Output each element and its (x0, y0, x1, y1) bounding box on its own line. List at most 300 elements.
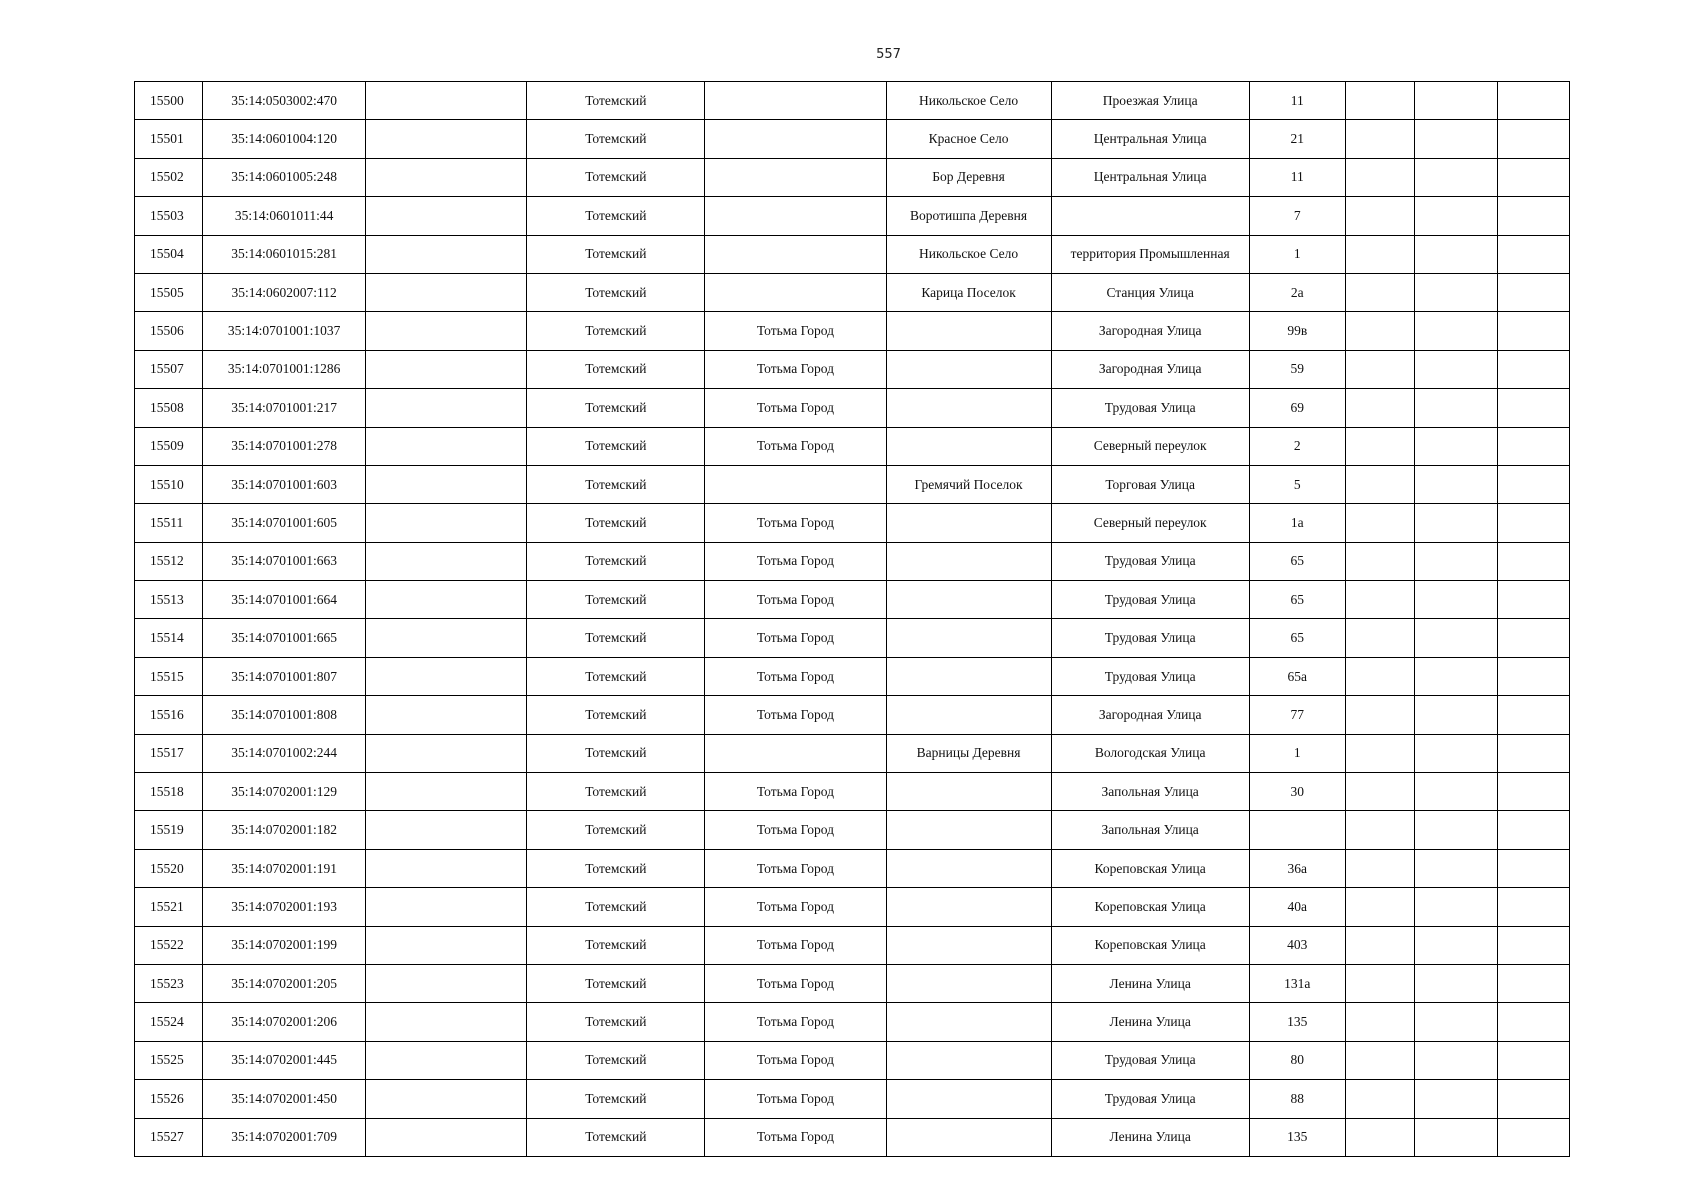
empty-cell (366, 888, 527, 926)
settlement-cell (886, 1080, 1051, 1118)
city-cell: Тотьма Город (705, 389, 886, 427)
empty-cell (366, 1118, 527, 1156)
table-row (135, 312, 1570, 350)
cadastral-number-cell: 35:14:0701001:605 (203, 504, 366, 542)
empty-cell (1414, 696, 1497, 734)
table-row (135, 465, 1570, 503)
house-number-cell: 2 (1249, 427, 1345, 465)
empty-cell (1345, 849, 1414, 887)
street-cell: Ленина Улица (1051, 1118, 1249, 1156)
street-cell: территория Промышленная (1051, 235, 1249, 273)
empty-cell (1414, 504, 1497, 542)
row-number-cell: 15500 (135, 82, 203, 120)
empty-cell (1414, 581, 1497, 619)
settlement-cell (886, 1118, 1051, 1156)
table-row (135, 811, 1570, 849)
house-number-cell: 1 (1249, 235, 1345, 273)
empty-cell (366, 427, 527, 465)
street-cell: Загородная Улица (1051, 696, 1249, 734)
empty-cell (1497, 82, 1569, 120)
settlement-cell: Варницы Деревня (886, 734, 1051, 772)
settlement-cell (886, 619, 1051, 657)
empty-cell (1414, 849, 1497, 887)
empty-cell (1497, 734, 1569, 772)
city-cell: Тотьма Город (705, 1080, 886, 1118)
empty-cell (1414, 1118, 1497, 1156)
cadastral-number-cell: 35:14:0701001:664 (203, 581, 366, 619)
table-row (135, 964, 1570, 1002)
cadastral-number-cell: 35:14:0702001:206 (203, 1003, 366, 1041)
house-number-cell: 1 (1249, 734, 1345, 772)
settlement-cell (886, 926, 1051, 964)
settlement-cell (886, 964, 1051, 1002)
empty-cell (1497, 273, 1569, 311)
table-row (135, 120, 1570, 158)
district-cell: Тотемский (527, 158, 705, 196)
row-number-cell: 15519 (135, 811, 203, 849)
house-number-cell: 135 (1249, 1003, 1345, 1041)
empty-cell (1345, 888, 1414, 926)
empty-cell (1345, 581, 1414, 619)
empty-cell (1497, 312, 1569, 350)
row-number-cell: 15521 (135, 888, 203, 926)
cadastral-number-cell: 35:14:0702001:450 (203, 1080, 366, 1118)
street-cell: Кореповская Улица (1051, 849, 1249, 887)
empty-cell (366, 504, 527, 542)
cadastral-number-cell: 35:14:0601015:281 (203, 235, 366, 273)
table-row (135, 504, 1570, 542)
district-cell: Тотемский (527, 1080, 705, 1118)
empty-cell (1414, 926, 1497, 964)
empty-cell (1414, 964, 1497, 1002)
cadastral-number-cell: 35:14:0702001:191 (203, 849, 366, 887)
street-cell: Ленина Улица (1051, 964, 1249, 1002)
row-number-cell: 15515 (135, 657, 203, 695)
settlement-cell (886, 581, 1051, 619)
district-cell: Тотемский (527, 542, 705, 580)
row-number-cell: 15503 (135, 197, 203, 235)
table-row (135, 158, 1570, 196)
register-body (135, 82, 1570, 1157)
row-number-cell: 15512 (135, 542, 203, 580)
district-cell: Тотемский (527, 120, 705, 158)
cadastral-number-cell: 35:14:0701001:663 (203, 542, 366, 580)
table-row (135, 389, 1570, 427)
settlement-cell: Никольское Село (886, 82, 1051, 120)
empty-cell (1345, 235, 1414, 273)
city-cell (705, 235, 886, 273)
district-cell: Тотемский (527, 849, 705, 887)
house-number-cell: 65 (1249, 619, 1345, 657)
empty-cell (1414, 120, 1497, 158)
city-cell: Тотьма Город (705, 427, 886, 465)
row-number-cell: 15510 (135, 465, 203, 503)
empty-cell (366, 811, 527, 849)
table-row (135, 734, 1570, 772)
table-row (135, 619, 1570, 657)
street-cell: Кореповская Улица (1051, 888, 1249, 926)
row-number-cell: 15523 (135, 964, 203, 1002)
settlement-cell (886, 504, 1051, 542)
empty-cell (1497, 427, 1569, 465)
street-cell: Центральная Улица (1051, 120, 1249, 158)
district-cell: Тотемский (527, 581, 705, 619)
cadastral-number-cell: 35:14:0701001:1037 (203, 312, 366, 350)
cadastral-number-cell: 35:14:0601011:44 (203, 197, 366, 235)
house-number-cell: 40а (1249, 888, 1345, 926)
empty-cell (1497, 657, 1569, 695)
row-number-cell: 15517 (135, 734, 203, 772)
district-cell: Тотемский (527, 734, 705, 772)
table-row (135, 1080, 1570, 1118)
empty-cell (1497, 1003, 1569, 1041)
city-cell: Тотьма Город (705, 696, 886, 734)
cadastral-number-cell: 35:14:0702001:129 (203, 773, 366, 811)
street-cell: Торговая Улица (1051, 465, 1249, 503)
empty-cell (366, 158, 527, 196)
settlement-cell: Карица Поселок (886, 273, 1051, 311)
district-cell: Тотемский (527, 926, 705, 964)
empty-cell (366, 1080, 527, 1118)
cadastral-number-cell: 35:14:0701001:807 (203, 657, 366, 695)
house-number-cell: 7 (1249, 197, 1345, 235)
row-number-cell: 15507 (135, 350, 203, 388)
empty-cell (366, 312, 527, 350)
settlement-cell: Бор Деревня (886, 158, 1051, 196)
empty-cell (366, 120, 527, 158)
empty-cell (1414, 427, 1497, 465)
empty-cell (1345, 773, 1414, 811)
city-cell: Тотьма Город (705, 542, 886, 580)
empty-cell (366, 82, 527, 120)
settlement-cell (886, 849, 1051, 887)
row-number-cell: 15520 (135, 849, 203, 887)
empty-cell (1497, 197, 1569, 235)
street-cell: Центральная Улица (1051, 158, 1249, 196)
district-cell: Тотемский (527, 619, 705, 657)
settlement-cell (886, 811, 1051, 849)
empty-cell (1414, 273, 1497, 311)
table-row (135, 542, 1570, 580)
empty-cell (1345, 1041, 1414, 1079)
city-cell (705, 197, 886, 235)
cadastral-number-cell: 35:14:0702001:182 (203, 811, 366, 849)
empty-cell (1497, 1041, 1569, 1079)
house-number-cell: 403 (1249, 926, 1345, 964)
empty-cell (1497, 581, 1569, 619)
row-number-cell: 15518 (135, 773, 203, 811)
empty-cell (1414, 197, 1497, 235)
empty-cell (1345, 82, 1414, 120)
empty-cell (1345, 120, 1414, 158)
cadastral-number-cell: 35:14:0503002:470 (203, 82, 366, 120)
house-number-cell: 11 (1249, 158, 1345, 196)
empty-cell (1414, 82, 1497, 120)
table-row (135, 197, 1570, 235)
settlement-cell (886, 696, 1051, 734)
house-number-cell: 2а (1249, 273, 1345, 311)
empty-cell (1345, 158, 1414, 196)
city-cell: Тотьма Город (705, 657, 886, 695)
street-cell: Станция Улица (1051, 273, 1249, 311)
city-cell: Тотьма Город (705, 619, 886, 657)
house-number-cell: 80 (1249, 1041, 1345, 1079)
city-cell: Тотьма Город (705, 1118, 886, 1156)
street-cell: Северный переулок (1051, 504, 1249, 542)
empty-cell (1497, 542, 1569, 580)
street-cell: Ленина Улица (1051, 1003, 1249, 1041)
row-number-cell: 15524 (135, 1003, 203, 1041)
table-row (135, 1041, 1570, 1079)
district-cell: Тотемский (527, 82, 705, 120)
settlement-cell (886, 1003, 1051, 1041)
district-cell: Тотемский (527, 696, 705, 734)
table-row (135, 1118, 1570, 1156)
cadastral-number-cell: 35:14:0602007:112 (203, 273, 366, 311)
city-cell (705, 465, 886, 503)
street-cell: Кореповская Улица (1051, 926, 1249, 964)
house-number-cell: 1а (1249, 504, 1345, 542)
row-number-cell: 15502 (135, 158, 203, 196)
cadastral-number-cell: 35:14:0702001:199 (203, 926, 366, 964)
table-row (135, 427, 1570, 465)
empty-cell (1414, 158, 1497, 196)
district-cell: Тотемский (527, 1003, 705, 1041)
house-number-cell: 5 (1249, 465, 1345, 503)
district-cell: Тотемский (527, 427, 705, 465)
settlement-cell (886, 389, 1051, 427)
empty-cell (1497, 849, 1569, 887)
settlement-cell (886, 657, 1051, 695)
table-row (135, 235, 1570, 273)
empty-cell (366, 734, 527, 772)
district-cell: Тотемский (527, 312, 705, 350)
settlement-cell (886, 312, 1051, 350)
empty-cell (1497, 811, 1569, 849)
table-row (135, 696, 1570, 734)
district-cell: Тотемский (527, 504, 705, 542)
street-cell: Вологодская Улица (1051, 734, 1249, 772)
empty-cell (1497, 389, 1569, 427)
district-cell: Тотемский (527, 197, 705, 235)
empty-cell (1414, 1003, 1497, 1041)
empty-cell (366, 465, 527, 503)
city-cell: Тотьма Город (705, 849, 886, 887)
cadastral-number-cell: 35:14:0701001:1286 (203, 350, 366, 388)
empty-cell (366, 350, 527, 388)
street-cell: Загородная Улица (1051, 312, 1249, 350)
district-cell: Тотемский (527, 465, 705, 503)
row-number-cell: 15522 (135, 926, 203, 964)
street-cell: Загородная Улица (1051, 350, 1249, 388)
house-number-cell: 135 (1249, 1118, 1345, 1156)
empty-cell (1497, 350, 1569, 388)
city-cell (705, 158, 886, 196)
row-number-cell: 15527 (135, 1118, 203, 1156)
empty-cell (366, 235, 527, 273)
empty-cell (1414, 235, 1497, 273)
empty-cell (366, 1041, 527, 1079)
empty-cell (1497, 120, 1569, 158)
city-cell (705, 734, 886, 772)
table-row (135, 350, 1570, 388)
cadastral-number-cell: 35:14:0601005:248 (203, 158, 366, 196)
empty-cell (366, 197, 527, 235)
district-cell: Тотемский (527, 273, 705, 311)
row-number-cell: 15501 (135, 120, 203, 158)
house-number-cell: 65а (1249, 657, 1345, 695)
city-cell: Тотьма Город (705, 1041, 886, 1079)
empty-cell (1414, 1041, 1497, 1079)
street-cell: Проезжая Улица (1051, 82, 1249, 120)
city-cell (705, 273, 886, 311)
district-cell: Тотемский (527, 657, 705, 695)
empty-cell (1345, 312, 1414, 350)
district-cell: Тотемский (527, 1041, 705, 1079)
cadastral-number-cell: 35:14:0702001:709 (203, 1118, 366, 1156)
settlement-cell (886, 350, 1051, 388)
empty-cell (1345, 657, 1414, 695)
district-cell: Тотемский (527, 964, 705, 1002)
empty-cell (1497, 696, 1569, 734)
house-number-cell: 11 (1249, 82, 1345, 120)
city-cell: Тотьма Город (705, 350, 886, 388)
district-cell: Тотемский (527, 1118, 705, 1156)
city-cell: Тотьма Город (705, 888, 886, 926)
city-cell: Тотьма Город (705, 773, 886, 811)
empty-cell (1497, 1080, 1569, 1118)
row-number-cell: 15514 (135, 619, 203, 657)
city-cell: Тотьма Город (705, 964, 886, 1002)
house-number-cell: 131а (1249, 964, 1345, 1002)
table-row (135, 273, 1570, 311)
empty-cell (1345, 734, 1414, 772)
empty-cell (1345, 273, 1414, 311)
cadastral-number-cell: 35:14:0701001:665 (203, 619, 366, 657)
street-cell: Трудовая Улица (1051, 581, 1249, 619)
house-number-cell: 59 (1249, 350, 1345, 388)
empty-cell (1345, 197, 1414, 235)
empty-cell (1414, 811, 1497, 849)
city-cell: Тотьма Город (705, 811, 886, 849)
empty-cell (1497, 926, 1569, 964)
settlement-cell: Гремячий Поселок (886, 465, 1051, 503)
table-row (135, 657, 1570, 695)
district-cell: Тотемский (527, 235, 705, 273)
street-cell: Трудовая Улица (1051, 389, 1249, 427)
row-number-cell: 15513 (135, 581, 203, 619)
empty-cell (366, 964, 527, 1002)
table-row (135, 849, 1570, 887)
empty-cell (366, 926, 527, 964)
empty-cell (366, 696, 527, 734)
street-cell (1051, 197, 1249, 235)
table-row (135, 82, 1570, 120)
street-cell: Трудовая Улица (1051, 657, 1249, 695)
cadastral-number-cell: 35:14:0601004:120 (203, 120, 366, 158)
empty-cell (1414, 350, 1497, 388)
empty-cell (1345, 619, 1414, 657)
house-number-cell: 65 (1249, 581, 1345, 619)
empty-cell (1414, 619, 1497, 657)
empty-cell (366, 1003, 527, 1041)
empty-cell (1497, 964, 1569, 1002)
empty-cell (1345, 964, 1414, 1002)
empty-cell (366, 619, 527, 657)
city-cell: Тотьма Город (705, 312, 886, 350)
cadastral-number-cell: 35:14:0701001:217 (203, 389, 366, 427)
house-number-cell: 99в (1249, 312, 1345, 350)
empty-cell (1414, 389, 1497, 427)
empty-cell (1345, 504, 1414, 542)
empty-cell (1345, 350, 1414, 388)
street-cell: Запольная Улица (1051, 811, 1249, 849)
street-cell: Трудовая Улица (1051, 1080, 1249, 1118)
cadastral-number-cell: 35:14:0702001:205 (203, 964, 366, 1002)
settlement-cell (886, 542, 1051, 580)
district-cell: Тотемский (527, 811, 705, 849)
city-cell: Тотьма Город (705, 1003, 886, 1041)
empty-cell (1414, 734, 1497, 772)
district-cell: Тотемский (527, 773, 705, 811)
empty-cell (1345, 465, 1414, 503)
empty-cell (1345, 811, 1414, 849)
settlement-cell (886, 773, 1051, 811)
house-number-cell: 21 (1249, 120, 1345, 158)
empty-cell (1497, 1118, 1569, 1156)
empty-cell (1345, 1118, 1414, 1156)
row-number-cell: 15508 (135, 389, 203, 427)
row-number-cell: 15516 (135, 696, 203, 734)
register-table (134, 81, 1570, 1157)
empty-cell (1345, 427, 1414, 465)
empty-cell (1414, 1080, 1497, 1118)
empty-cell (366, 389, 527, 427)
empty-cell (1414, 657, 1497, 695)
empty-cell (366, 581, 527, 619)
cadastral-number-cell: 35:14:0702001:193 (203, 888, 366, 926)
empty-cell (1345, 926, 1414, 964)
table-row (135, 581, 1570, 619)
empty-cell (1497, 235, 1569, 273)
empty-cell (1414, 312, 1497, 350)
district-cell: Тотемский (527, 389, 705, 427)
row-number-cell: 15509 (135, 427, 203, 465)
empty-cell (1345, 696, 1414, 734)
settlement-cell (886, 888, 1051, 926)
page-number: 557 (876, 47, 901, 62)
city-cell: Тотьма Город (705, 504, 886, 542)
table-row (135, 926, 1570, 964)
settlement-cell: Никольское Село (886, 235, 1051, 273)
empty-cell (1345, 389, 1414, 427)
empty-cell (366, 773, 527, 811)
house-number-cell: 77 (1249, 696, 1345, 734)
empty-cell (1497, 465, 1569, 503)
street-cell: Трудовая Улица (1051, 1041, 1249, 1079)
cadastral-number-cell: 35:14:0701001:808 (203, 696, 366, 734)
house-number-cell: 65 (1249, 542, 1345, 580)
empty-cell (366, 849, 527, 887)
empty-cell (1497, 888, 1569, 926)
empty-cell (1345, 1080, 1414, 1118)
empty-cell (1497, 773, 1569, 811)
row-number-cell: 15505 (135, 273, 203, 311)
row-number-cell: 15526 (135, 1080, 203, 1118)
empty-cell (1414, 542, 1497, 580)
empty-cell (366, 657, 527, 695)
empty-cell (1497, 619, 1569, 657)
